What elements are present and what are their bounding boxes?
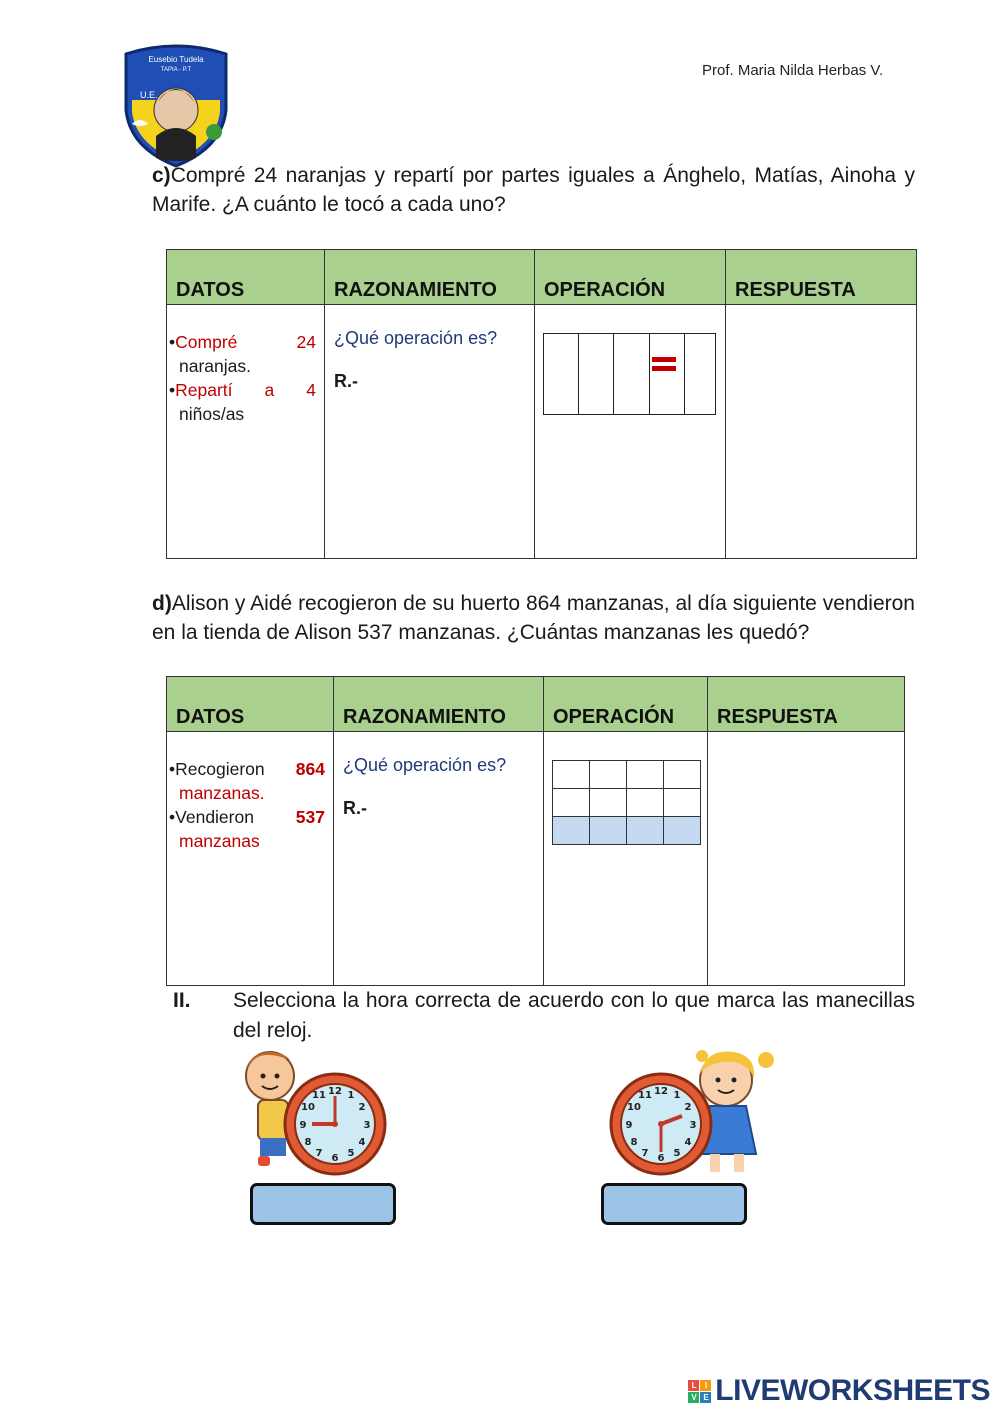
result-box[interactable] — [627, 817, 664, 845]
result-box[interactable] — [664, 817, 701, 845]
dato-1-cont: naranjas. — [179, 356, 251, 376]
liveworksheets-logo-icon — [688, 1380, 711, 1403]
subtraction-grid — [552, 760, 701, 845]
operation-question: ¿Qué operación es? — [343, 755, 507, 775]
division-box[interactable] — [544, 334, 579, 414]
problem-d-text: Alison y Aidé recogieron de su huerto 864 manzanas, al día siguiente vendieron en la tienda de Alison 537 manzanas. ¿Cuántas manzanas les quedó? — [152, 592, 915, 644]
dato-2-mid: a — [264, 380, 275, 400]
problem-d-statement — [152, 589, 915, 647]
equals-icon — [652, 357, 676, 375]
datos-cell: •Compré 24 naranjas. •Repartí a 4 niños/as — [167, 305, 325, 559]
digit-box[interactable] — [627, 789, 664, 817]
digit-box[interactable] — [664, 761, 701, 789]
dato-2-lead: Vendieron — [175, 807, 254, 827]
badge-letter: I — [700, 1380, 711, 1391]
svg-text:1: 1 — [673, 1090, 681, 1101]
school-logo — [118, 40, 234, 168]
digit-box[interactable] — [553, 789, 590, 817]
svg-text:4: 4 — [358, 1137, 366, 1148]
problem-c-text: Compré 24 naranjas y repartí por partes iguales a Ánghelo, Matías, Ainoha y Marife. ¿A cuánto le tocó a cada uno? — [152, 164, 915, 216]
problem-c-label: c) — [152, 164, 171, 187]
svg-text:2: 2 — [684, 1102, 692, 1113]
svg-text:8: 8 — [630, 1137, 638, 1148]
svg-text:11: 11 — [638, 1090, 652, 1101]
author-name: Prof. Maria Nilda Herbas V. — [702, 62, 884, 79]
dato-1-num: 24 — [296, 332, 316, 352]
division-grid — [543, 333, 716, 415]
header-respuesta: RESPUESTA — [708, 677, 905, 732]
result-box[interactable] — [553, 817, 590, 845]
liveworksheets-brand — [688, 1374, 990, 1408]
problem-c-statement — [152, 161, 915, 219]
header-razonamiento: RAZONAMIENTO — [325, 250, 535, 305]
svg-text:4: 4 — [684, 1137, 692, 1148]
badge-letter: V — [688, 1392, 699, 1403]
respuesta-cell[interactable] — [708, 732, 905, 986]
respuesta-cell[interactable] — [726, 305, 917, 559]
dato-1-num: 864 — [295, 759, 325, 779]
section-ii-text: Selecciona la hora correcta de acuerdo con lo que marca las manecillas del reloj. — [233, 989, 915, 1042]
logo-text-top: Eusebio Tudela — [148, 55, 204, 64]
girl-clock-illustration — [606, 1044, 778, 1178]
time-answer-box-1[interactable] — [250, 1183, 396, 1225]
svg-text:5: 5 — [347, 1148, 355, 1159]
digit-box[interactable] — [627, 761, 664, 789]
reasoning-answer-label: R.- — [343, 798, 367, 818]
logo-text-sub: TAPIA - P.T — [160, 67, 192, 73]
dato-2-num: 537 — [295, 807, 325, 827]
header-operacion: OPERACIÓN — [544, 677, 708, 732]
svg-text:10: 10 — [301, 1102, 315, 1113]
header-razonamiento: RAZONAMIENTO — [334, 677, 544, 732]
svg-text:10: 10 — [627, 1102, 641, 1113]
brand-name: LIVEWORKSHEETS — [715, 1374, 990, 1407]
reasoning-answer-label: R.- — [334, 371, 358, 391]
header-datos: DATOS — [167, 250, 325, 305]
svg-text:9: 9 — [299, 1120, 307, 1131]
problem-d-label: d) — [152, 592, 172, 615]
section-ii-label: II. — [173, 989, 191, 1012]
digit-box[interactable] — [590, 761, 627, 789]
result-box[interactable] — [590, 817, 627, 845]
svg-text:3: 3 — [363, 1120, 371, 1131]
division-box[interactable] — [685, 334, 715, 414]
badge-letter: E — [700, 1392, 711, 1403]
digit-box[interactable] — [664, 789, 701, 817]
header-respuesta: RESPUESTA — [726, 250, 917, 305]
razonamiento-cell — [325, 305, 535, 559]
svg-text:1: 1 — [347, 1090, 355, 1101]
operation-question: ¿Qué operación es? — [334, 328, 498, 348]
svg-text:2: 2 — [358, 1102, 366, 1113]
dato-2-cont: niños/as — [179, 404, 245, 424]
dato-2-num: 4 — [306, 380, 316, 400]
dato-2-lead: Repartí — [175, 380, 233, 400]
svg-text:12: 12 — [328, 1086, 342, 1097]
svg-text:6: 6 — [331, 1153, 339, 1164]
svg-text:11: 11 — [312, 1090, 326, 1101]
digit-box[interactable] — [553, 761, 590, 789]
digit-box[interactable] — [590, 789, 627, 817]
problem-c-table — [166, 249, 917, 559]
dato-1-lead: Recogieron — [175, 759, 265, 779]
svg-text:7: 7 — [641, 1148, 649, 1159]
header-datos: DATOS — [167, 677, 334, 732]
razonamiento-cell — [334, 732, 544, 986]
division-box[interactable] — [579, 334, 614, 414]
dato-1-lead: Compré — [175, 332, 238, 352]
svg-text:9: 9 — [625, 1120, 633, 1131]
boy-clock-illustration — [238, 1048, 390, 1176]
svg-text:8: 8 — [304, 1137, 312, 1148]
svg-text:5: 5 — [673, 1148, 681, 1159]
svg-text:3: 3 — [689, 1120, 697, 1131]
svg-text:12: 12 — [654, 1086, 668, 1097]
time-answer-box-2[interactable] — [601, 1183, 747, 1225]
dato-1-cont: manzanas. — [179, 783, 265, 803]
division-box[interactable] — [614, 334, 649, 414]
badge-letter: L — [688, 1380, 699, 1391]
header-operacion: OPERACIÓN — [535, 250, 726, 305]
problem-d-table — [166, 676, 905, 986]
datos-cell: •Recogieron 864 manzanas. •Vendieron 537 manzanas — [167, 732, 334, 986]
logo-text-side: U.E. — [140, 90, 158, 100]
dato-2-cont: manzanas — [179, 831, 260, 851]
svg-text:6: 6 — [657, 1153, 665, 1164]
svg-text:7: 7 — [315, 1148, 323, 1159]
